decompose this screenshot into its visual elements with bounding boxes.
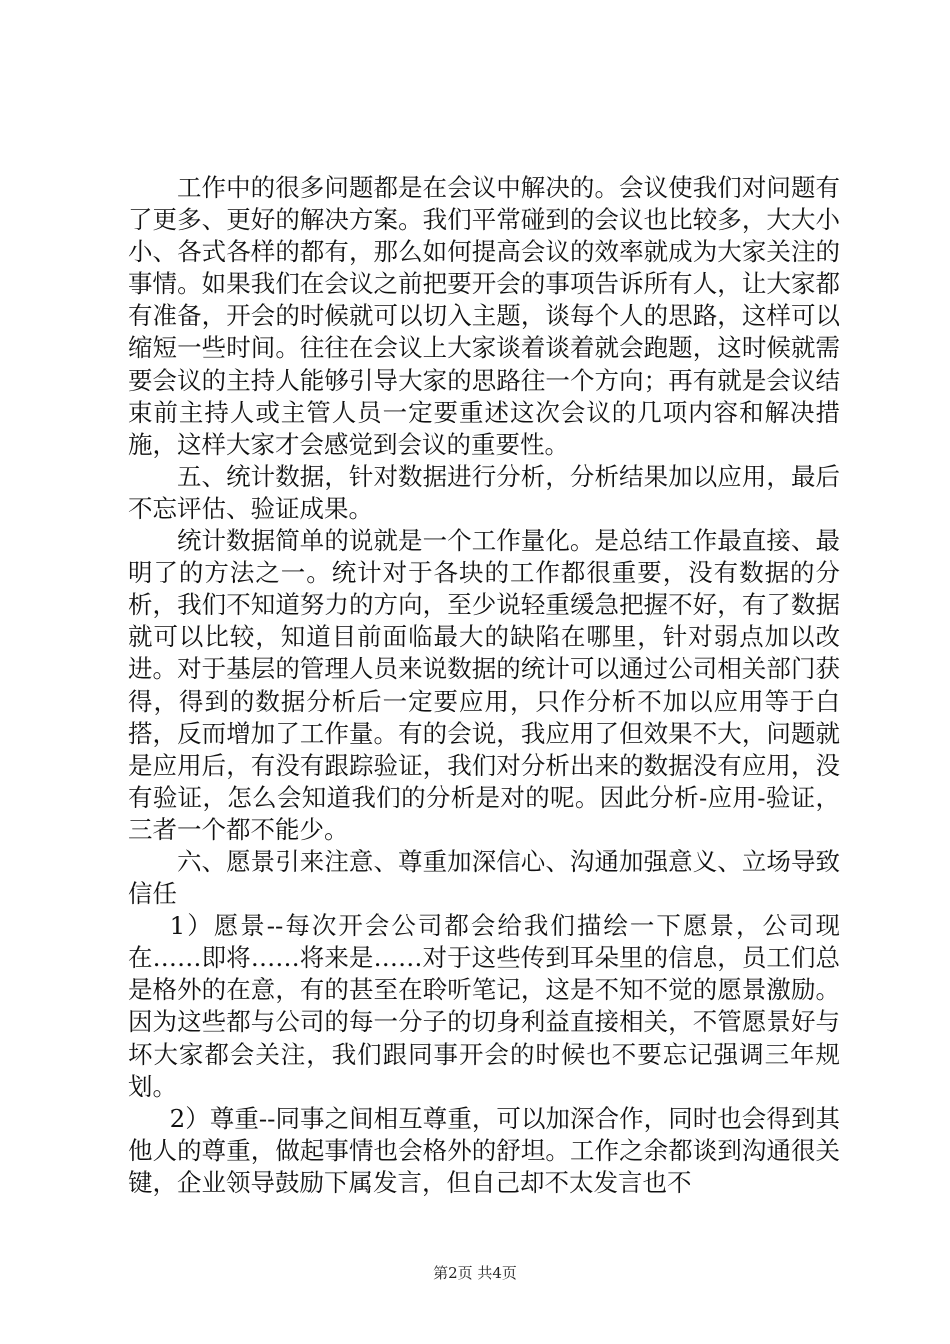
list-item-respect: 2）尊重--同事之间相互尊重，可以加深合作，同时也会得到其他人的尊重，做起事情也会格外的舒坦。工作之余都谈到沟通很关键，企业领导鼓励下属发言，但自己却不太发言也不: [128, 1103, 840, 1197]
paragraph-statistics: 统计数据简单的说就是一个工作量化。是总结工作最直接、最明了的方法之一。统计对于各块的工作都很重要，没有数据的分析，我们不知道努力的方向，至少说轻重缓急把握不好，有了数据就可以比较，知道目前面临最大的缺陷在哪里，针对弱点加以改进。对于基层的管理人员来说数据的统计可以通过公司相关部门获得，得到的数据分析后一定要应用，只作分析不加以应用等于白搭，反而增加了工作量。有的会说，我应用了但效果不大，问题就是应用后，有没有跟踪验证，我们对分析出来的数据没有应用，没有验证，怎么会知道我们的分析是对的呢。因此分析-应用-验证，三者一个都不能少。: [128, 526, 840, 844]
paragraph-meetings: 工作中的很多问题都是在会议中解决的。会议使我们对问题有了更多、更好的解决方案。我们平常碰到的会议也比较多，大大小小、各式各样的都有，那么如何提高会议的效率就成为大家关注的事情。如果我们在会议之前把要开会的事项告诉所有人，让大家都有准备，开会的时候就可以切入主题，谈每个人的思路，这样可以缩短一些时间。往往在会议上大家谈着谈着就会跑题，这时候就需要会议的主持人能够引导大家的思路往一个方向；再有就是会议结束前主持人或主管人员一定要重述这次会议的几项内容和解决措施，这样大家才会感觉到会议的重要性。: [128, 173, 840, 459]
list-item-vision: 1）愿景--每次开会公司都会给我们描绘一下愿景，公司现在……即将……将来是……对于这些传到耳朵里的信息，员工们总是格外的在意，有的甚至在聆听笔记，这是不知不觉的愿景激励。因为这些都与公司的每一分子的切身利益直接相关，不管愿景好与坏大家都会关注，我们跟同事开会的时候也不要忘记强调三年规划。: [128, 911, 840, 1101]
heading-five-statistics: 五、统计数据，针对数据进行分析，分析结果加以应用，最后不忘评估、验证成果。: [128, 461, 840, 523]
page-number-footer: 第2页 共4页: [433, 1264, 517, 1282]
document-body: [128, 172, 840, 1199]
heading-six-vision: 六、愿景引来注意、尊重加深信心、沟通加强意义、立场导致信任: [128, 846, 840, 909]
